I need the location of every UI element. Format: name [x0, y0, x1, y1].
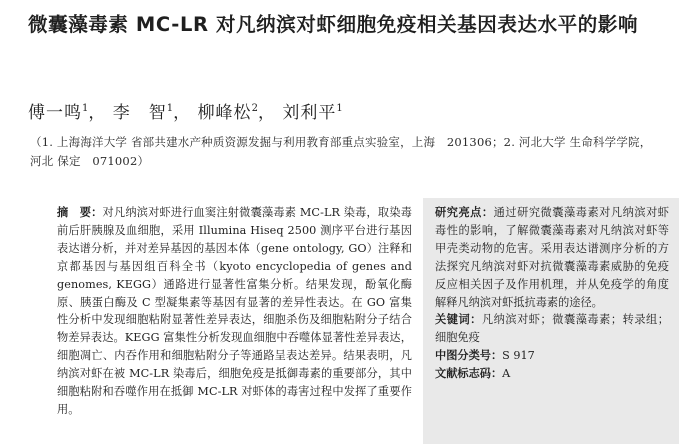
author-affiliation-mark: 2	[251, 103, 258, 114]
author-separator: ，	[173, 103, 192, 123]
author-separator: ，	[257, 103, 276, 123]
affiliations: （1. 上海海洋大学 省部共建水产种质资源发掘与利用教育部重点实验室，上海 201306；2. 河北大学 生命科学学院，河北 保定 071002）	[30, 135, 652, 168]
keywords-text: 凡纳滨对虾；微囊藻毒素；转录组；细胞免疫	[435, 313, 669, 345]
abstract-text: 对凡纳滨对虾进行血窦注射微囊藻毒素 MC-LR 染毒，取染毒前后肝胰腺及血细胞，采用 Illumina Hiseq 2500 测序平台进行基因表达谱分析，并对差异基因的基因本体（gene ontology, GO）注释和京都基因与基因组百科全书（kyoto encyclopedia of genes and genomes, KEGG）通路进行显著性富集分析。结果发现，酚氧化酶原、胰蛋白酶及 C 型凝集素等基因有显著的差异性表达。在 GO 富集性分析中发现细胞粘附显著性差异表达，细胞杀伤及细胞粘附分子结合物差异表达。KEGG 富集性分析发现血细胞中吞噬体显著性差异表达，细胞凋亡、内吞作用和细胞粘附分子等通路呈表达差异。结果表明，凡纳滨对虾在被 MC-LR 染毒后，细胞免疫是抵御毒素的重要部分，其中细胞粘附和吞噬作用在抵御 MC-LR 对虾体的毒害过程中发挥了重要作用。	[57, 206, 412, 416]
clc-label: 中图分类号：	[435, 349, 503, 363]
author-name: 傅一鸣	[28, 103, 82, 123]
author-affiliation-mark: 1	[82, 103, 89, 114]
document-code	[435, 365, 669, 383]
highlights-label: 研究亮点：	[435, 206, 494, 219]
clc-number	[435, 347, 669, 365]
author-list	[28, 96, 668, 126]
clc-value: S 917	[502, 349, 535, 363]
keywords-label: 关键词：	[435, 313, 482, 327]
highlights-sidebar	[423, 198, 679, 444]
research-highlights	[435, 204, 669, 311]
document-code-value: A	[502, 367, 511, 381]
keywords	[435, 311, 669, 347]
author-separator: ，	[88, 103, 107, 123]
abstract-label: 摘 要：	[57, 206, 103, 219]
author-affiliation-mark: 1	[336, 103, 343, 114]
author-name: 柳峰松	[197, 103, 252, 123]
document-code-label: 文献标志码：	[435, 367, 503, 381]
paper-title: 微囊藻毒素 MC-LR 对凡纳滨对虾细胞免疫相关基因表达水平的影响	[28, 13, 639, 36]
author-name: 刘利平	[282, 103, 337, 123]
author-name: 李 智	[112, 103, 167, 123]
author-affiliation-mark: 1	[166, 103, 174, 114]
highlights-text: 通过研究微囊藻毒素对凡纳滨对虾毒性的影响，了解微囊藻毒素对凡纳滨对虾等甲壳类动物的危害。采用表达谱测序分析的方法探究凡纳滨对虾对抗微囊藻毒素威胁的免疫反应相关因子及作用机理，并从免疫学的角度解释凡纳滨对虾抵抗毒素的途径。	[435, 206, 669, 309]
abstract	[57, 204, 412, 419]
